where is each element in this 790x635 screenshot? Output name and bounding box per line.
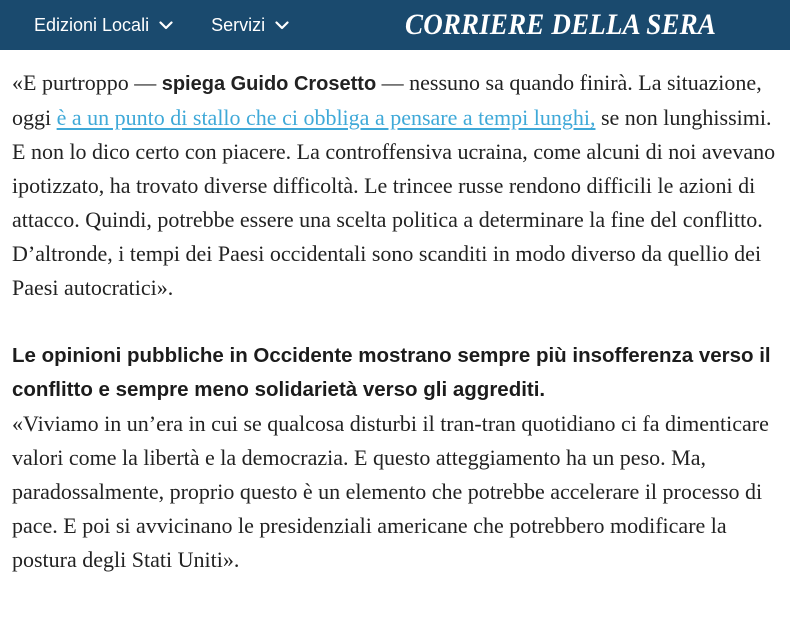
paragraph-1-open: «E purtroppo — bbox=[12, 70, 162, 95]
local-editions-menu[interactable] bbox=[34, 0, 173, 50]
services-menu[interactable] bbox=[211, 0, 289, 50]
speaker-name: spiega Guido Crosetto bbox=[161, 73, 377, 95]
paragraph-1-rest: se non lunghissimi. E non lo dico certo con piacere. La controffensiva ucraina, come alcuni di noi avevano ipotizzato, ha trovato diverse difficoltà. Le trincee russe rendono difficili le azioni di attacco. Quindi, potrebbe essere una scelta politica a determinare la fine del conflitto. D’altronde, i tempi dei Paesi occidentali sono scanditi in modo diverso da quellio dei Paesi autocratici». bbox=[12, 105, 776, 300]
services-label: Servizi bbox=[211, 14, 266, 35]
article-paragraph-1 bbox=[12, 66, 782, 305]
brand-logo[interactable]: CORRIERE DELLA SERA bbox=[405, 8, 717, 41]
article-paragraph-2: «Viviamo in un’era in cui se qualcosa disturbi il tran-tran quotidiano ci fa dimenticare valori come la libertà e la democrazia. E questo atteggiamento ha un peso. Ma, paradossalmente, proprio questo è un elemento che potrebbe accelerare il processo di pace. E poi si avvicinano le presidenziali americane che potrebbero modificare la postura degli Stati Uniti». bbox=[12, 411, 769, 572]
article-body bbox=[12, 66, 782, 577]
local-editions-label: Edizioni Locali bbox=[34, 14, 150, 35]
chevron-down-icon bbox=[275, 21, 289, 30]
chevron-down-icon bbox=[159, 21, 173, 30]
paragraph-1-mid: — nessuno sa quando finirà. La situazione, oggi bbox=[12, 70, 762, 130]
top-navigation-bar bbox=[0, 0, 790, 50]
inline-article-link[interactable]: è a un punto di stallo che ci obbliga a pensare a tempi lunghi, bbox=[56, 105, 596, 130]
interview-question: Le opinioni pubbliche in Occidente mostrano sempre più insofferenza verso il conflitto e sempre meno solidarietà verso gli aggrediti. bbox=[12, 344, 771, 401]
